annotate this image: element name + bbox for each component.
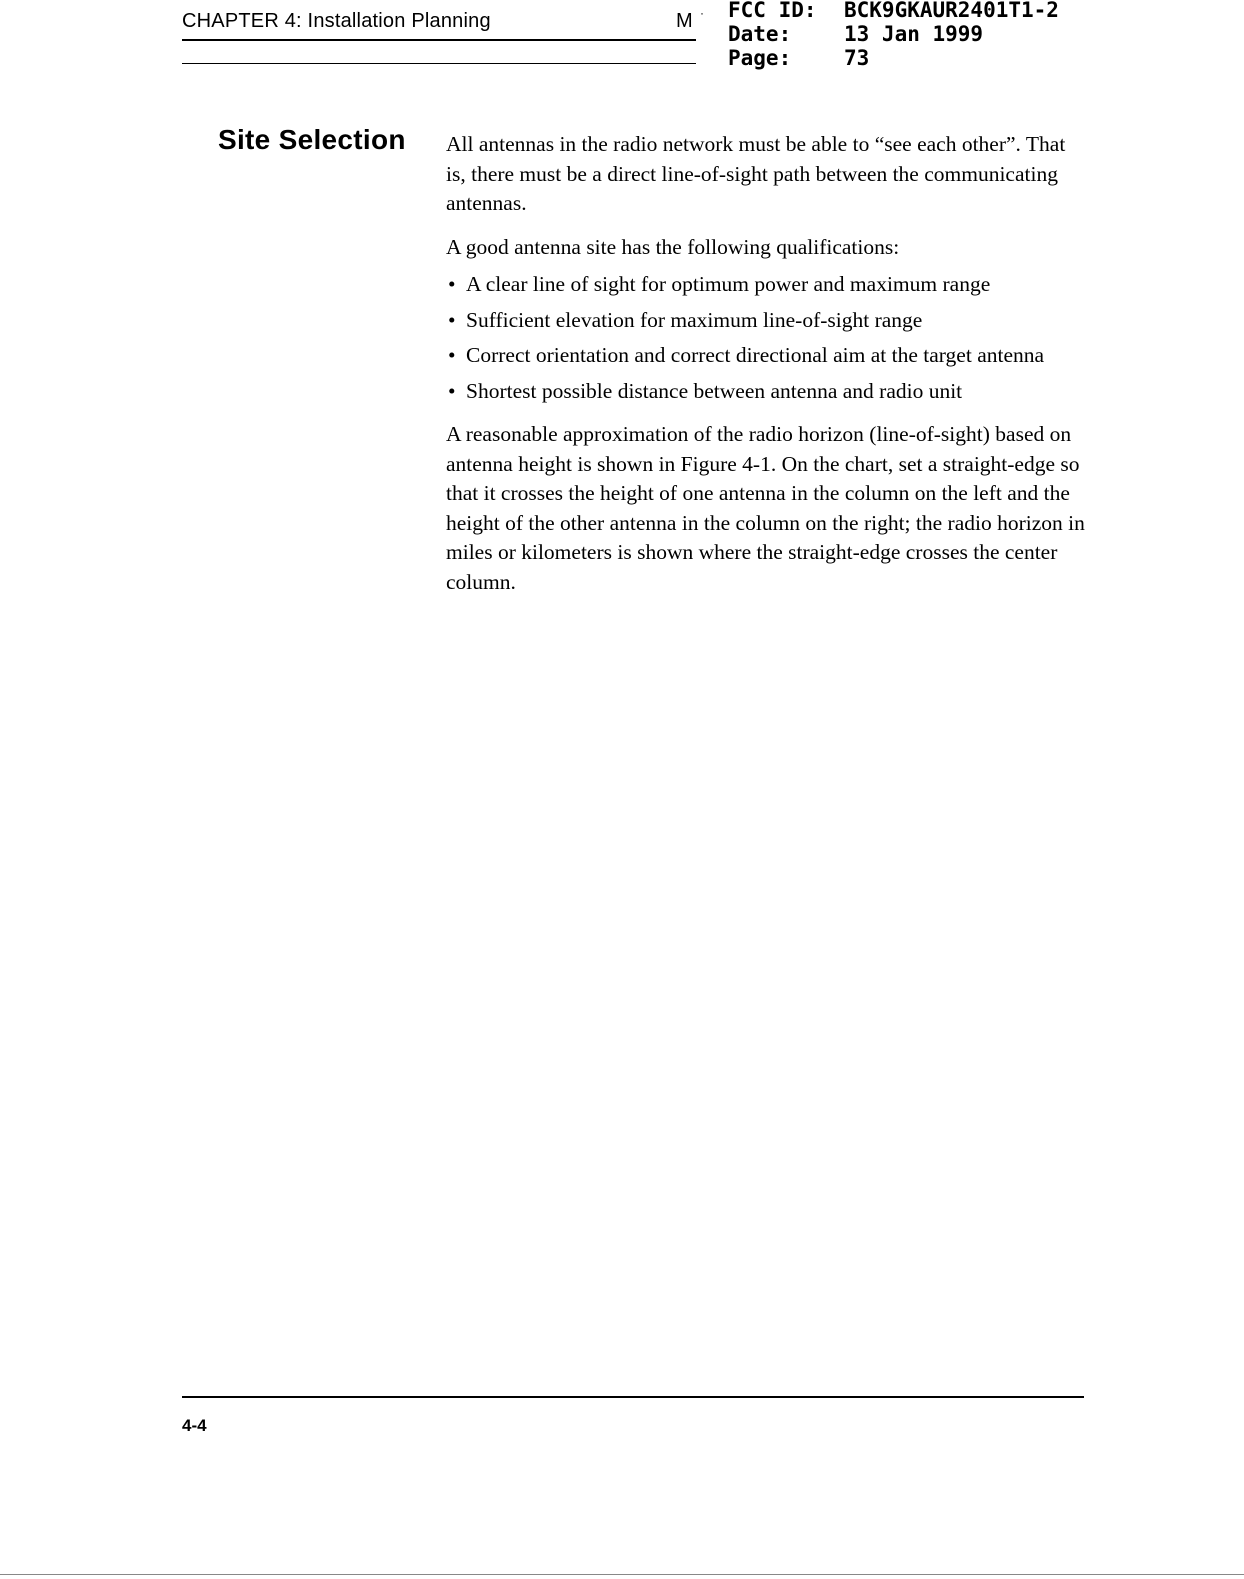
intro-paragraph: All antennas in the radio network must be able to “see each other”. That is, there must be a direct line-of-sight path between the communicating antennas. — [446, 132, 1066, 215]
fcc-date-value: 13 Jan 1999 — [844, 22, 984, 46]
list-item: • Correct orientation and correct directional aim at the target antenna — [446, 341, 1086, 371]
list-intro-paragraph: A good antenna site has the following qualifications: — [446, 234, 900, 259]
header-rule-thick — [182, 39, 696, 41]
section-body — [446, 130, 1086, 611]
fcc-date-row — [728, 22, 1059, 46]
page-bottom-edge — [0, 1574, 1244, 1575]
manual-mark: M — [676, 10, 693, 32]
list-item: • Sufficient elevation for maximum line-of-sight range — [446, 306, 1086, 336]
section-heading: Site Selection — [218, 124, 406, 155]
fcc-date-label: Date: — [728, 22, 792, 46]
fcc-stamp — [728, 0, 1059, 70]
qualifications-list — [446, 270, 1086, 406]
closing-paragraph: A reasonable approximation of the radio horizon (line-of-sight) based on antenna height is shown in Figure 4-1. On the chart, set a straight-edge so that it crosses the height of one antenna in the column on the left and the height of the other antenna in the column on the right; the radio horizon in miles or kilometers is shown where the straight-edge crosses the center column. — [446, 422, 1085, 594]
fcc-id-row — [728, 0, 1059, 22]
fcc-page-label: Page: — [728, 46, 792, 70]
footer-rule — [182, 1396, 1084, 1398]
page-number: 4-4 — [182, 1416, 207, 1435]
fcc-page-value: 73 — [844, 46, 870, 70]
list-item: • Shortest possible distance between antenna and radio unit — [446, 377, 1086, 407]
fcc-id-value: BCK9GKAUR2401T1-2 — [844, 0, 1059, 22]
manual-dot: · — [700, 6, 704, 20]
fcc-id-label: FCC ID: — [728, 0, 817, 22]
header-rule-thin — [182, 63, 696, 64]
chapter-title: CHAPTER 4: Installation Planning — [182, 10, 491, 32]
list-item: • A clear line of sight for optimum power and maximum range — [446, 270, 1086, 300]
fcc-page-row — [728, 46, 1059, 70]
